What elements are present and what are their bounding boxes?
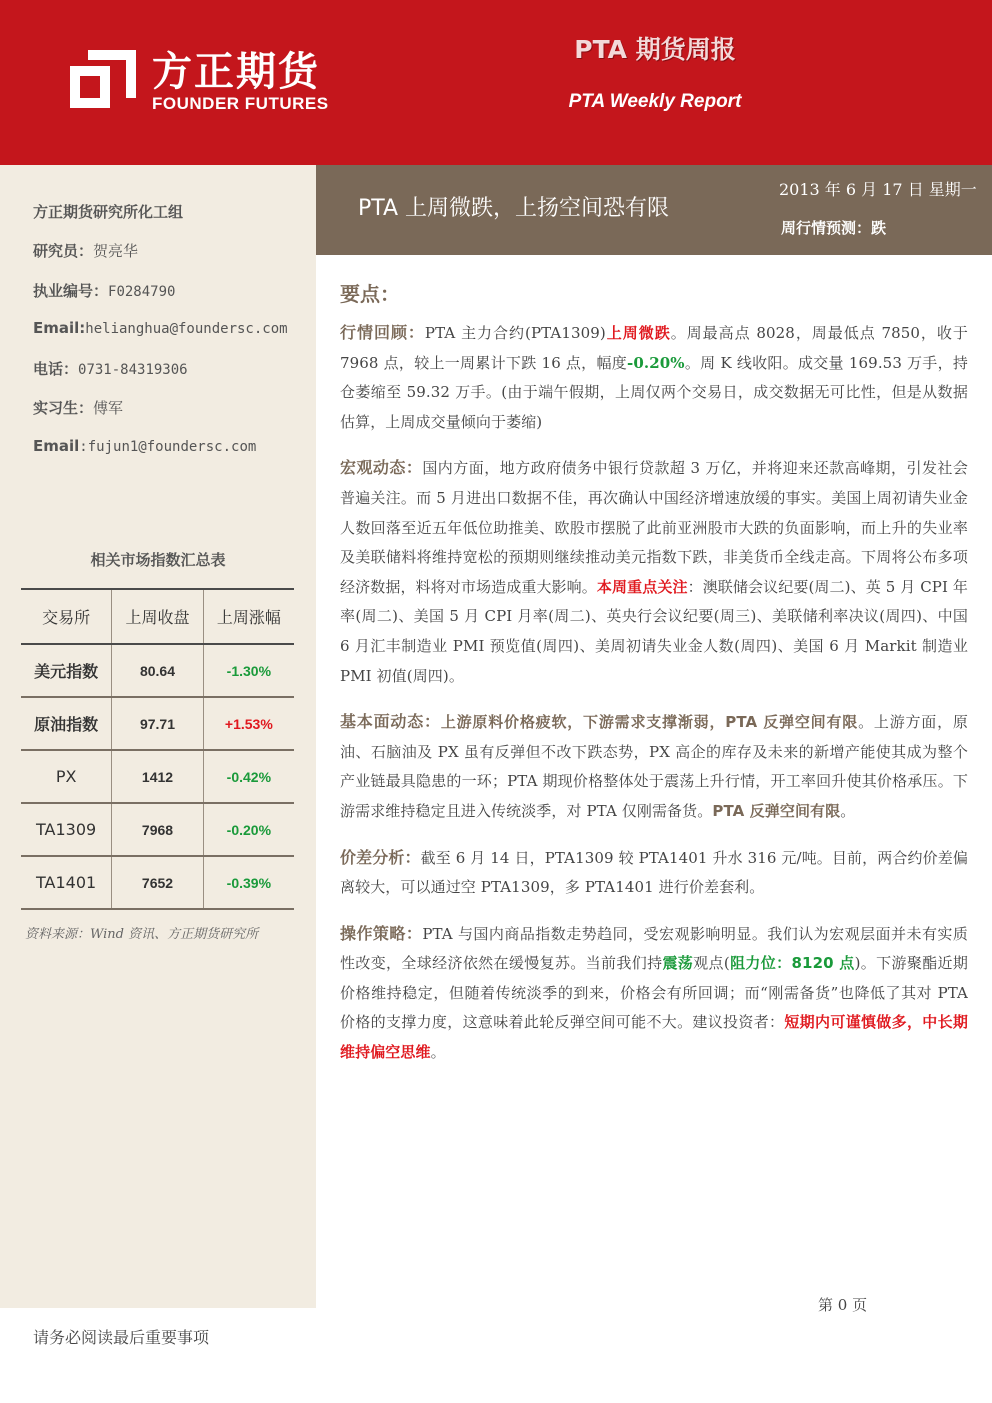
highlight-recommendation: 短期内可谨慎做多，中长期维持偏空思维 xyxy=(340,1013,969,1062)
row-change: -0.20% xyxy=(203,803,294,856)
market-review-label: 行情回顾： xyxy=(340,323,425,342)
email2-address[interactable]: :fujun1@foundersc.com xyxy=(79,438,257,455)
license-row xyxy=(33,280,313,319)
headline: PTA 上周微跌，上扬空间恐有限 xyxy=(358,196,670,221)
highlight-change-pct: -0.20% xyxy=(627,353,685,372)
weekly-focus-label: 本周重点关注 xyxy=(596,577,688,596)
headline-band xyxy=(316,165,992,255)
text-span: 。 xyxy=(430,1043,446,1062)
sidebar xyxy=(0,165,316,1308)
text-span: 。周最高点 8028，周最低点 7850，收于 7968 点，较上一周累计下跌 16 点，幅度 xyxy=(340,324,968,372)
highlight-slight-drop: 上周微跌 xyxy=(605,324,671,342)
row-close: 7968 xyxy=(112,803,203,856)
report-title-cn: PTA 期货周报 xyxy=(574,35,736,64)
founder-futures-logo xyxy=(70,40,370,120)
row-close: 97.71 xyxy=(112,697,203,750)
org-name: 方正期货研究所化工组 xyxy=(33,203,184,221)
text-span: 截至 6 月 14 日，PTA1309 较 PTA1401 升水 316 元/吨。目前，两合约价差偏离较大，可以通过空 PTA1309，多 PTA1401 进行价差套利。 xyxy=(340,848,968,897)
text-span: PTA 主力合约(PTA1309) xyxy=(424,324,606,342)
researcher-row xyxy=(33,240,313,279)
market-review-paragraph xyxy=(340,318,968,437)
logo-english-text: FOUNDER FUTURES xyxy=(152,94,329,113)
text-span: 。 xyxy=(840,801,856,820)
fundamentals-paragraph xyxy=(340,707,968,826)
row-name: TA1401 xyxy=(36,873,97,892)
market-table-title: 相关市场指数汇总表 xyxy=(90,551,226,569)
text-span: )。下游聚酯近期价格维持稳定，但随着传统淡季的到来，价格会有所回调；而“刚需备货”也降低了其对 PTA 价格的支撑力度，这意味着此轮反弹空间可能不大。建议投资者： xyxy=(340,954,969,1032)
row-name: TA1309 xyxy=(36,820,97,839)
main-content xyxy=(340,278,968,1084)
table-row xyxy=(21,750,294,803)
col-header-change: 上周涨幅 xyxy=(203,589,294,644)
footer-disclaimer-note: 请务必阅读最后重要事项 xyxy=(33,1328,210,1347)
row-name: 美元指数 xyxy=(34,662,99,681)
text-span: 国内方面，地方政府债务中银行贷款超 3 万亿，并将迎来还款高峰期，引发社会普遍关注。而 5 月进出口数据不佳，再次确认中国经济增速放缓的事实。美国上周初请失业金人数回落至近五年低位助推美、欧股市摆脱了此前亚洲股市大跌的负面影响，而上升的失业率及美联储料将维持宽松的预期则继续推动美元指数下跌，非美货币全线走高。下周将公布多项经济数据，料将对市场造成重大影响。 xyxy=(340,459,968,596)
fundamentals-conclusion: PTA 反弹空间有限 xyxy=(712,801,841,820)
highlight-resistance: 阻力位：8120 点 xyxy=(729,954,855,973)
row-close: 7652 xyxy=(112,856,203,909)
phone-row xyxy=(33,358,313,397)
report-header xyxy=(0,0,992,165)
key-points-heading: 要点： xyxy=(340,282,400,306)
intern-row xyxy=(33,397,313,436)
founder-logo-icon xyxy=(70,46,136,110)
table-row xyxy=(21,803,294,856)
table-row xyxy=(21,644,294,697)
report-title-en: PTA Weekly Report xyxy=(568,91,742,112)
researcher-label: 研究员： xyxy=(33,242,94,261)
table-row xyxy=(21,856,294,909)
email2-row xyxy=(33,437,313,476)
row-change: -0.39% xyxy=(203,856,294,909)
license-number: F0284790 xyxy=(108,283,176,300)
macro-paragraph xyxy=(340,453,968,691)
table-header-row xyxy=(21,589,294,644)
text-span: PTA 与国内商品指数走势趋同，受宏观影响明显。我们认为宏观层面并未有实质性改变，全球经济依然在缓慢复苏。当前我们持 xyxy=(340,924,968,973)
org-row xyxy=(33,201,313,240)
license-label: 执业编号： xyxy=(33,281,109,300)
spread-paragraph xyxy=(340,843,968,903)
intern-name: 傅军 xyxy=(93,399,124,418)
email2-label: Email xyxy=(33,436,80,455)
text-span: ：澳联储会议纪要(周二)、英 5 月 CPI 年率(周二)、美国 5 月 CPI 月率(周二)、英央行会议纪要(周三)、美联储利率决议(周四)、中国 6 月汇丰制造业 PMI 预览值(周四)、美周初请失业金人数(周四)、美国 6 月 Markit 制造业 PMI 初值(周四)。 xyxy=(340,577,969,685)
phone-label: 电话： xyxy=(33,360,79,379)
row-close: 1412 xyxy=(112,750,203,803)
col-header-close: 上周收盘 xyxy=(112,589,203,644)
row-name: 原油指数 xyxy=(34,715,99,734)
table-row xyxy=(21,697,294,750)
text-span: 观点( xyxy=(693,954,730,973)
data-source: 资料来源：Wind 资讯、方正期货研究所 xyxy=(25,927,259,942)
row-change: +1.53% xyxy=(203,697,294,750)
spread-label: 价差分析： xyxy=(340,847,421,867)
intern-label: 实习生： xyxy=(33,399,94,418)
row-change: -0.42% xyxy=(203,750,294,803)
analyst-info xyxy=(33,201,313,476)
row-name: PX xyxy=(55,767,77,786)
email1-label: Email: xyxy=(33,318,86,337)
logo-chinese-text: 方正期货 xyxy=(152,49,320,95)
strategy-paragraph xyxy=(340,919,968,1068)
strategy-label: 操作策略： xyxy=(340,923,423,943)
researcher-name: 贺亮华 xyxy=(93,242,139,261)
fundamentals-label: 基本面动态： xyxy=(340,712,441,732)
text-span: 。上游方面，原油、石脑油及 PX 虽有反弹但不改下跌态势，PX 高企的库存及未来的新增产能使其成为整个产业链最具隐患的一环；PTA 期现价格整体处于震荡上升行情，开工率回升使其价格承压。下游需求维持稳定且进入传统淡季，对 PTA 仅刚需备货。 xyxy=(340,713,969,820)
col-header-exchange: 交易所 xyxy=(42,608,91,627)
email1-address[interactable]: helianghua@foundersc.com xyxy=(85,320,288,337)
phone-number: 0731-84319306 xyxy=(78,362,188,379)
text-span: 。周 K 线收阳。成交量 169.53 万手，持仓萎缩至 59.32 万手。(由于端午假期，上周仅两个交易日，成交数据无可比性，但是从数据估算，上周成交量倾向于萎缩) xyxy=(340,353,968,431)
fundamentals-highlight: 上游原料价格疲软，下游需求支撑渐弱，PTA 反弹空间有限 xyxy=(440,713,859,732)
macro-label: 宏观动态： xyxy=(340,458,423,478)
market-index-table xyxy=(21,588,294,910)
row-close: 80.64 xyxy=(112,644,203,697)
page-number: 第 0 页 xyxy=(818,1296,868,1314)
row-change: -1.30% xyxy=(203,644,294,697)
report-date: 2013 年 6 月 17 日 星期一 xyxy=(779,180,977,199)
highlight-range-bound: 震荡 xyxy=(662,954,694,973)
weekly-prediction: 周行情预测：跌 xyxy=(781,219,887,237)
email1-row xyxy=(33,319,313,358)
